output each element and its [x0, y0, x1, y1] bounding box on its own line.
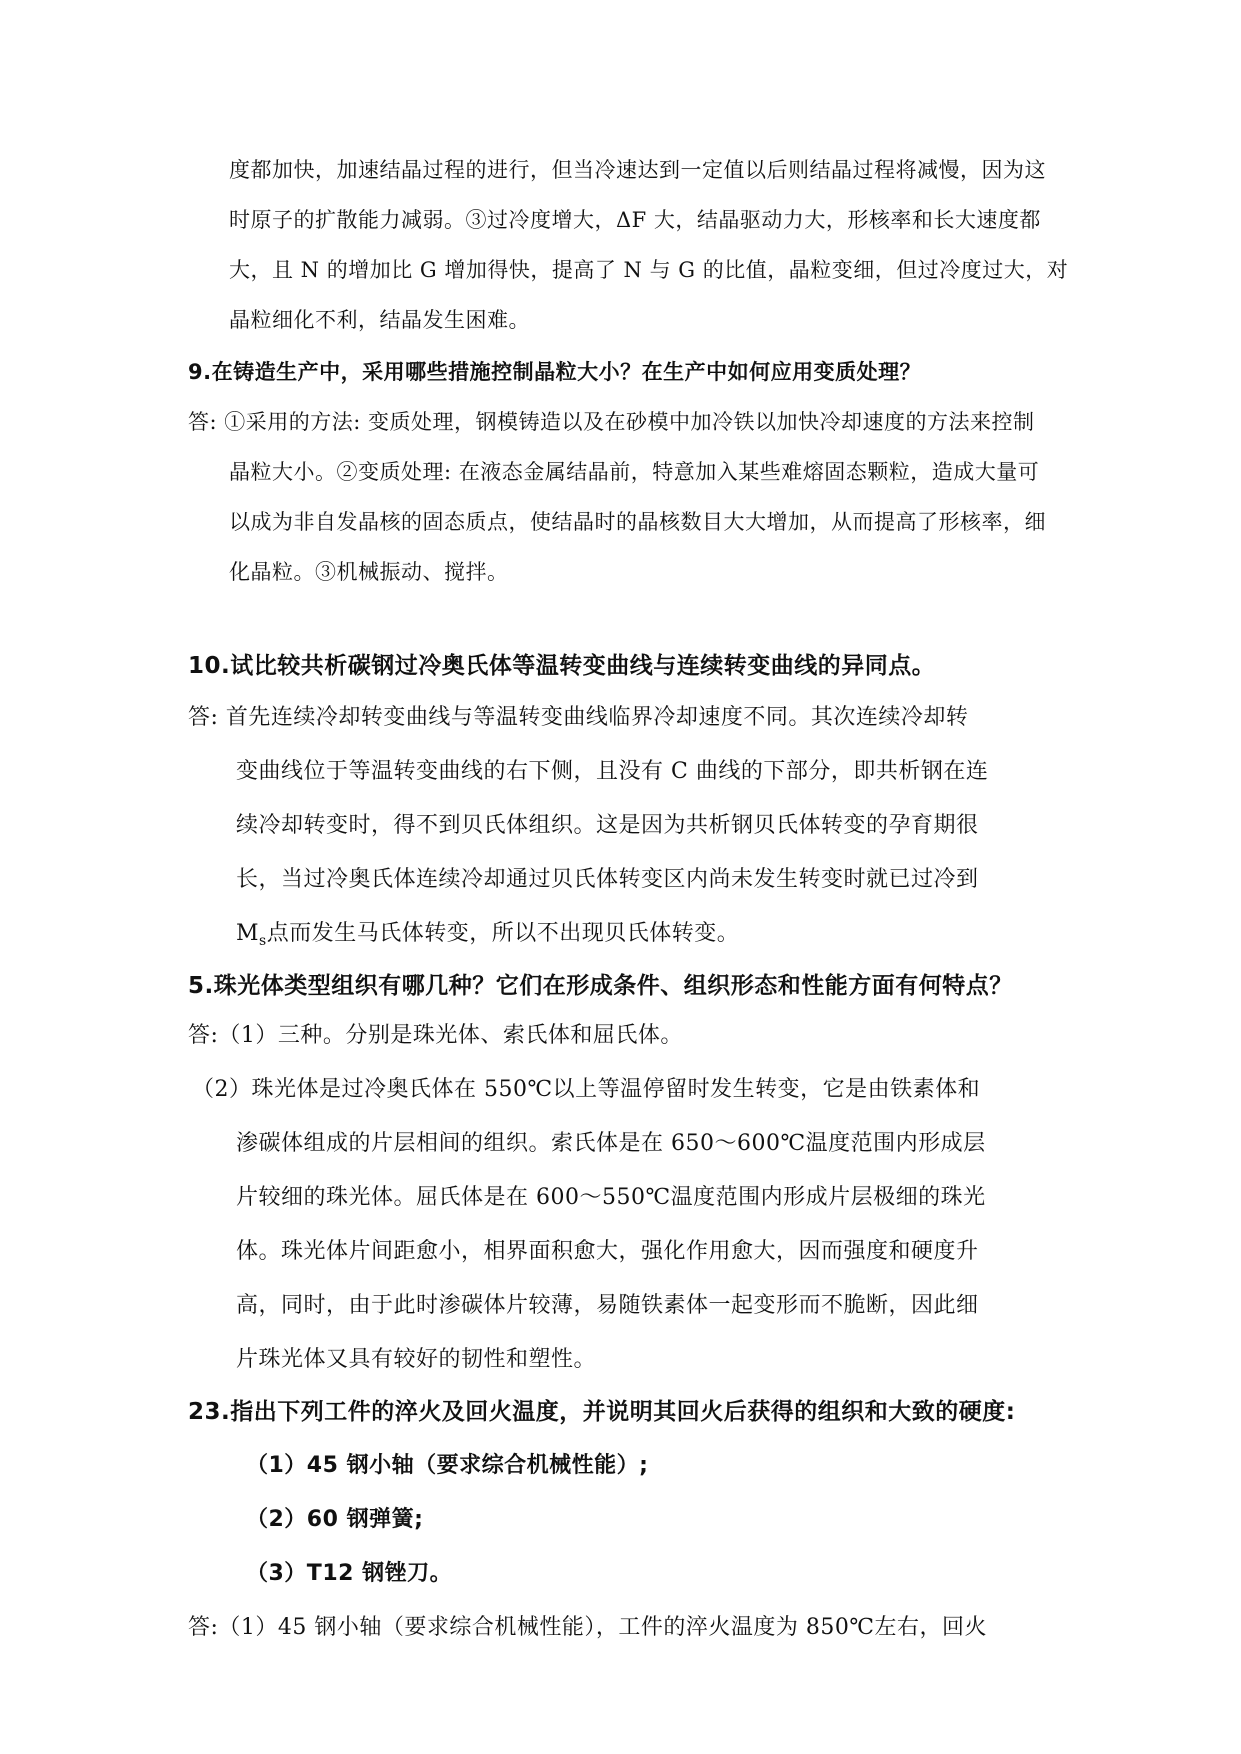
answer-line: 高，同时，由于此时渗碳体片较薄，易随铁素体一起变形而不脆断，因此细 [236, 1293, 979, 1318]
answer-line: 体。珠光体片间距愈小，相界面积愈大，强化作用愈大，因而强度和硬度升 [236, 1239, 979, 1264]
ms-subscript: s [259, 933, 267, 949]
answer-line [236, 912, 739, 956]
sub-item: （2）60 钢弹簧; [246, 1507, 424, 1532]
answer-line: 片珠光体又具有较好的韧性和塑性。 [236, 1347, 597, 1372]
answer-line: 答:（1）三种。分别是珠光体、索氏体和屈氏体。 [188, 1023, 683, 1048]
question-title: 9.在铸造生产中，采用哪些措施控制晶粒大小？在生产中如何应用变质处理？ [188, 360, 922, 384]
answer-line: 续冷却转变时，得不到贝氏体组织。这是因为共析钢贝氏体转变的孕育期很 [236, 813, 979, 838]
answer-line: 答: 首先连续冷却转变曲线与等温转变曲线临界冷却速度不同。其次连续冷却转 [188, 705, 969, 730]
answer-line: 变曲线位于等温转变曲线的右下侧，且没有 C 曲线的下部分，即共析钢在连 [236, 759, 989, 784]
sub-item: （3）T12 钢锉刀。 [246, 1561, 453, 1586]
text-line: 晶粒细化不利，结晶发生困难。 [229, 308, 530, 332]
question-title: 10.试比较共析碳钢过冷奥氏体等温转变曲线与连续转变曲线的异同点。 [188, 653, 936, 679]
answer-line: 答: ①采用的方法: 变质处理，钢模铸造以及在砂模中加冷铁以加快冷却速度的方法来控制 [188, 410, 1035, 434]
answer-line: 化晶粒。③机械振动、搅拌。 [229, 560, 509, 584]
answer-line-rest: 点而发生马氏体转变，所以不出现贝氏体转变。 [266, 921, 740, 946]
question-title: 23.指出下列工件的淬火及回火温度，并说明其回火后获得的组织和大致的硬度: [188, 1399, 1016, 1425]
answer-line: 答:（1）45 钢小轴（要求综合机械性能），工件的淬火温度为 850℃左右，回火 [188, 1615, 987, 1640]
answer-line: 渗碳体组成的片层相间的组织。索氏体是在 650～600℃温度范围内形成层 [236, 1131, 986, 1156]
text-line: 时原子的扩散能力减弱。③过冷度增大，ΔF 大，结晶驱动力大，形核率和长大速度都 [229, 208, 1041, 232]
question-title: 5.珠光体类型组织有哪几种？它们在形成条件、组织形态和性能方面有何特点？ [188, 973, 1013, 999]
text-line: 大，且 N 的增加比 G 增加得快，提高了 N 与 G 的比值，晶粒变细，但过冷度过大，对 [229, 258, 1069, 282]
answer-line: 以成为非自发晶核的固态质点，使结晶时的晶核数目大大增加，从而提高了形核率，细 [229, 510, 1046, 534]
text-line: 度都加快，加速结晶过程的进行，但当冷速达到一定值以后则结晶过程将减慢，因为这 [229, 158, 1046, 182]
ms-symbol: M [236, 921, 260, 946]
sub-item: （1）45 钢小轴（要求综合机械性能）; [246, 1453, 649, 1478]
answer-line: （2）珠光体是过冷奥氏体在 550℃以上等温停留时发生转变，它是由铁素体和 [192, 1077, 981, 1102]
answer-line: 长，当过冷奥氏体连续冷却通过贝氏体转变区内尚未发生转变时就已过冷到 [236, 867, 979, 892]
answer-line: 片较细的珠光体。屈氏体是在 600～550℃温度范围内形成片层极细的珠光 [236, 1185, 986, 1210]
answer-line: 晶粒大小。②变质处理: 在液态金属结晶前，特意加入某些难熔固态颗粒，造成大量可 [229, 460, 1040, 484]
